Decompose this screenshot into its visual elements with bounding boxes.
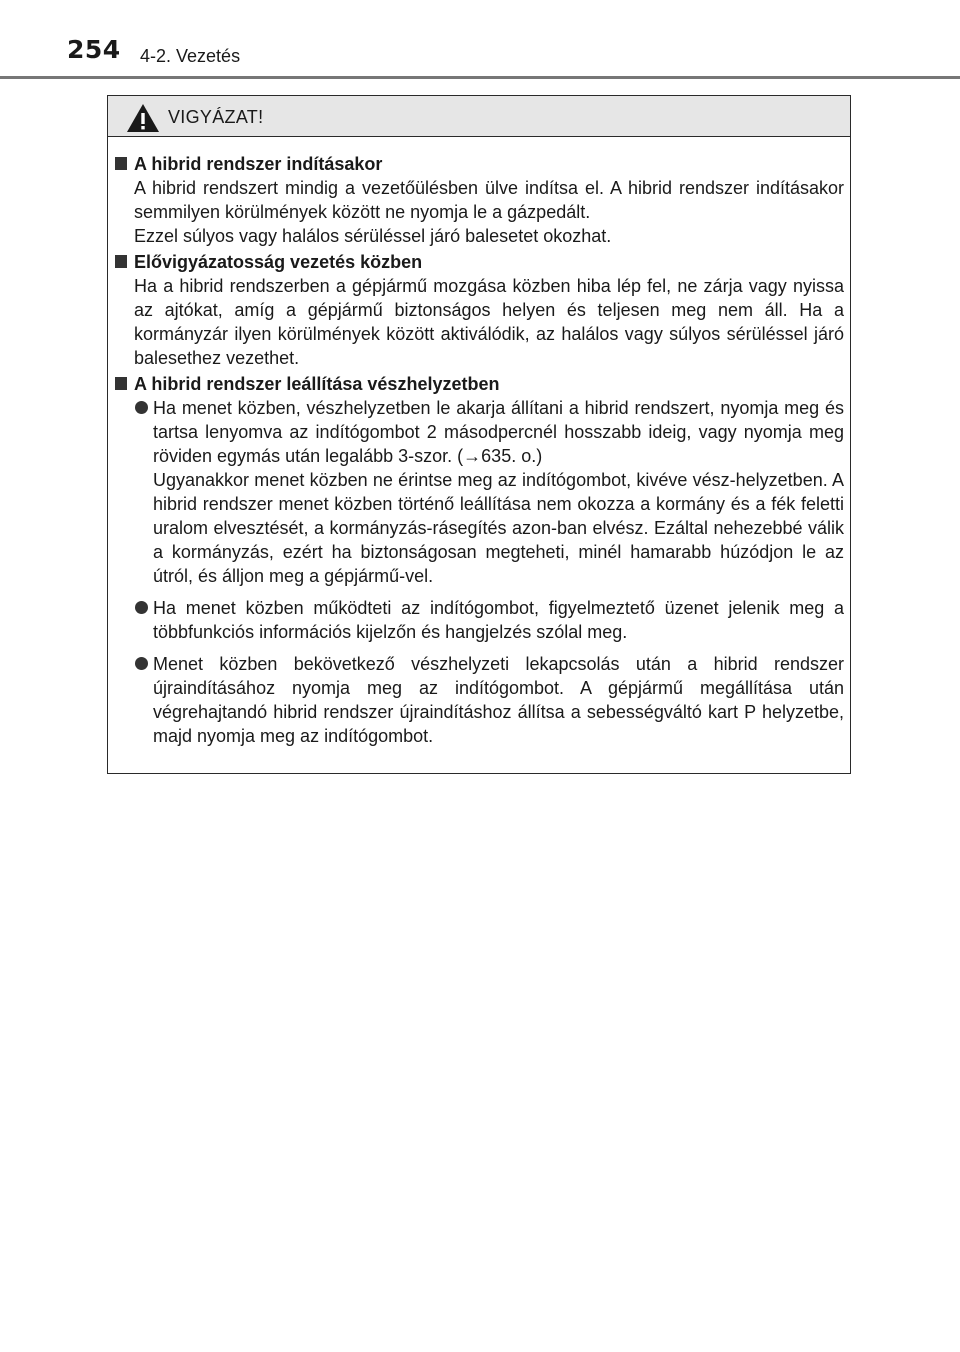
page-header	[0, 0, 960, 80]
warning-header	[108, 96, 850, 137]
list-item-text: Menet közben bekövetkező vészhelyzeti lekapcsolás után a hibrid rendszer újraindításához nyomja meg az indítógombot. A gépjármű megállítása után végrehajtandó hibrid rendszer újraindításhoz állítsa a sebességváltó kart P helyzetbe, majd nyomja meg az indítógombot.	[153, 654, 844, 746]
list-item-text: Ha menet közben, vészhelyzetben le akarja állítani a hibrid rendszert, nyomja meg és tartsa lenyomva az indítógombot 2 másodpercnél hosszabb ideig, vagy nyomja meg röviden egymás után legalább 3-szor. (→635. o.)	[153, 398, 844, 466]
paragraph-text: Ha a hibrid rendszerben a gépjármű mozgása közben hiba lép fel, ne zárja vagy nyissa az ajtókat, amíg a gépjármű biztonságos helyen és teljesen meg nem áll. Ha a kormányzár ilyen körülmények között aktiválódik, az halálos vagy súlyos sérüléssel járó balesethez vezethet.	[134, 276, 844, 368]
square-bullet-icon	[115, 377, 127, 390]
list-item-text: Ugyanakkor menet közben ne érintse meg az indítógombot, kivéve vész-helyzetben. A hibrid rendszer menet közben történő leállítása nem okozza a kormány és a fék feletti uralom elvesztését, a kormányzás-rásegítés azon-ban elvész. Ezáltal nehezebbé válik a kormányzás, ezért ha biztonságosan megteheti, minél hamarabb húzódjon le az útról, és álljon meg a gépjármű-vel.	[153, 470, 844, 586]
page-number: 254	[67, 35, 121, 64]
paragraph	[134, 176, 844, 248]
round-bullet-icon	[135, 601, 148, 614]
section-hybrid-start	[108, 152, 850, 248]
warning-box	[107, 95, 851, 774]
round-bullet-icon	[135, 401, 148, 414]
warning-triangle-icon	[126, 103, 160, 133]
section-heading	[108, 152, 850, 176]
paragraph	[134, 274, 844, 370]
square-bullet-icon	[115, 255, 127, 268]
list-item	[108, 596, 844, 644]
section-heading-text: Elővigyázatosság vezetés közben	[134, 252, 423, 272]
square-bullet-icon	[115, 157, 127, 170]
section-title: 4-2. Vezetés	[140, 46, 241, 66]
section-emergency-stop	[108, 372, 850, 748]
round-bullet-icon	[135, 657, 148, 670]
list-item-text: Ha menet közben működteti az indítógombot, figyelmeztető üzenet jelenik meg a többfunkciós információs kijelzőn és hangjelzés szólal meg.	[153, 598, 844, 642]
header-divider	[0, 76, 960, 79]
section-heading-text: A hibrid rendszer indításakor	[134, 154, 383, 174]
warning-body	[108, 152, 850, 748]
warning-title: VIGYÁZAT!	[168, 107, 264, 127]
list-item	[108, 396, 844, 588]
section-heading	[108, 372, 850, 396]
section-heading	[108, 250, 850, 274]
paragraph-text: A hibrid rendszert mindig a vezetőülésben ülve indítsa el. A hibrid rendszer indításakor semmilyen körülmények között ne nyomja le a gázpedált.	[134, 178, 844, 222]
section-driving-precaution	[108, 250, 850, 370]
section-heading-text: A hibrid rendszer leállítása vészhelyzetben	[134, 374, 500, 394]
paragraph-text: Ezzel súlyos vagy halálos sérüléssel járó balesetet okozhat.	[134, 226, 612, 246]
list-item	[108, 652, 844, 748]
